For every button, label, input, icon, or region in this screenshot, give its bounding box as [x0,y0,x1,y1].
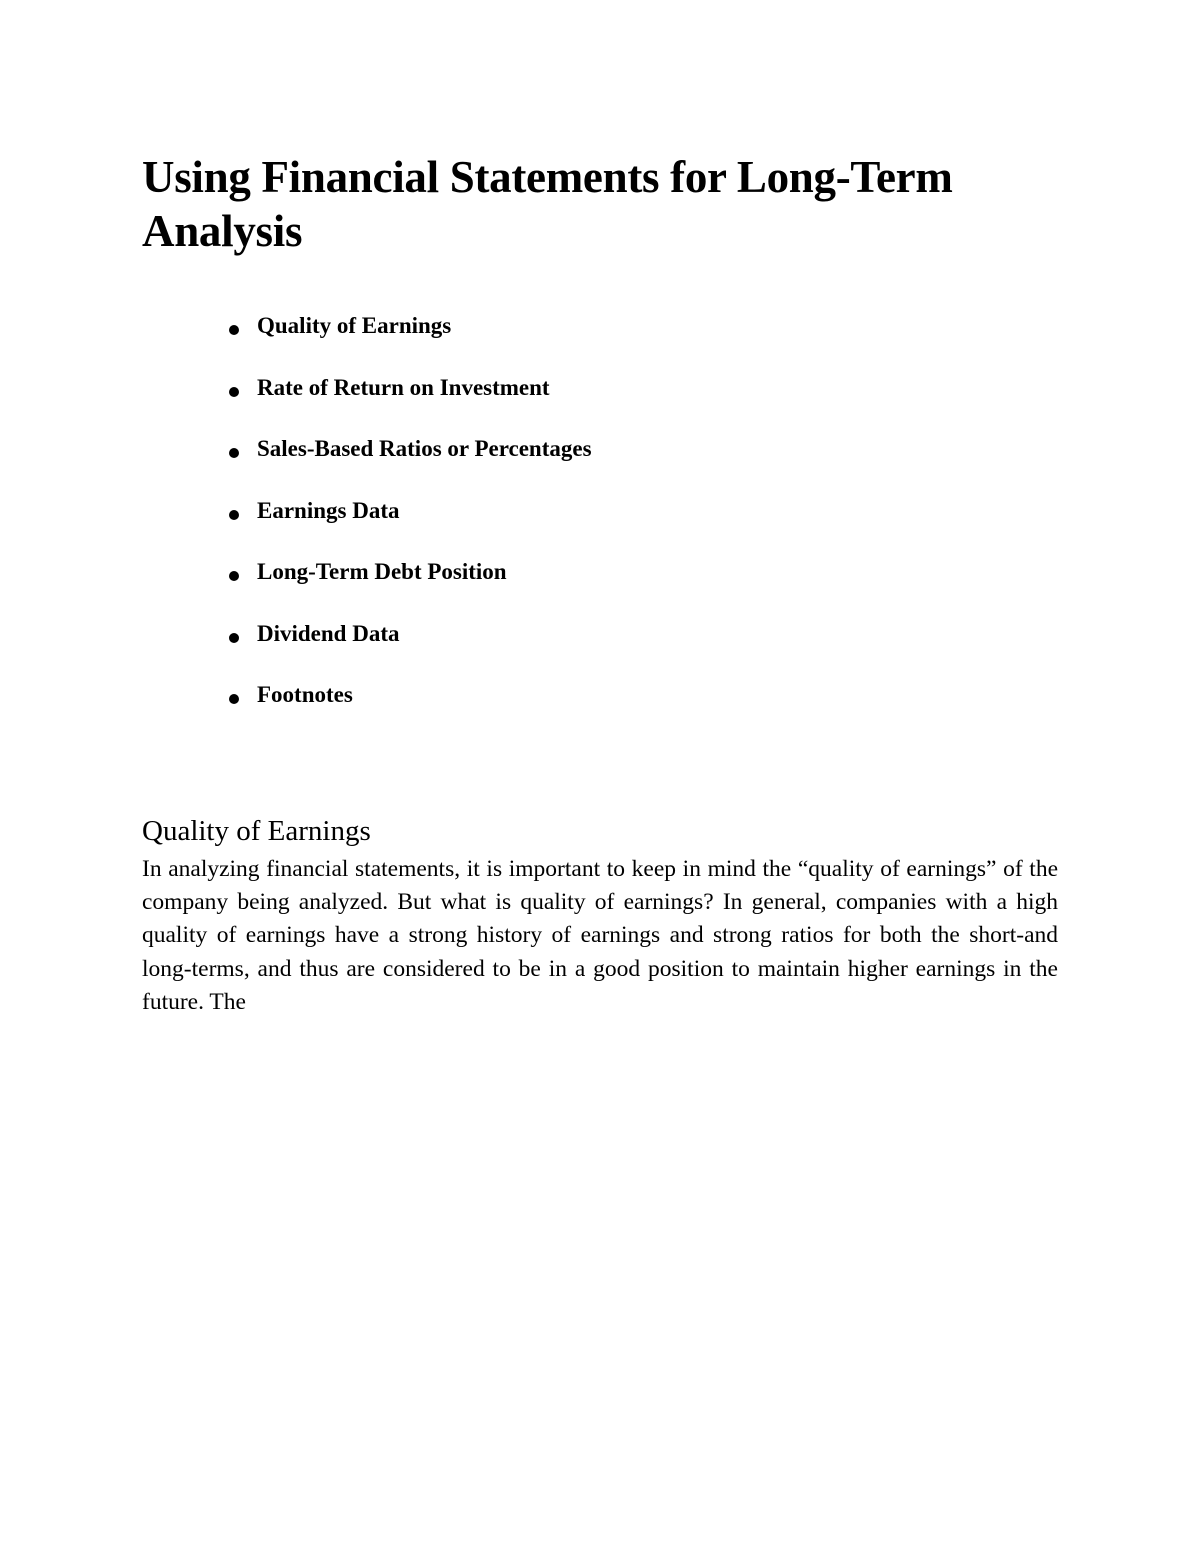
bullet-icon [229,571,239,581]
section-body-paragraph: In analyzing financial statements, it is important to keep in mind the “quality of earnings” of the company being analyzed. But what is quality of earnings? In general, companies with a high quality of earnings have a strong history of earnings and strong ratios for both the short-and long-terms, and thus are considered to be in a good position to maintain higher earnings in the future. The [142,856,1058,1015]
bullet-icon [229,448,239,458]
list-item-label: Sales-Based Ratios or Percentages [257,436,592,461]
list-item-label: Rate of Return on Investment [257,374,550,400]
list-item-label: Quality of Earnings [257,313,452,338]
bullet-icon [229,325,239,335]
bullet-icon [229,387,239,397]
list-item-label: Earnings Data [257,497,400,523]
bullet-icon [229,633,239,643]
section-heading: Quality of Earnings [142,815,371,847]
bullet-icon [229,694,239,704]
page-title: Using Financial Statements for Long-Term Analysis [142,152,953,256]
list-item-label: Long-Term Debt Position [257,559,507,584]
list-item-label: Footnotes [257,682,353,707]
bullet-icon [229,510,239,520]
list-item-label: Dividend Data [257,620,400,646]
